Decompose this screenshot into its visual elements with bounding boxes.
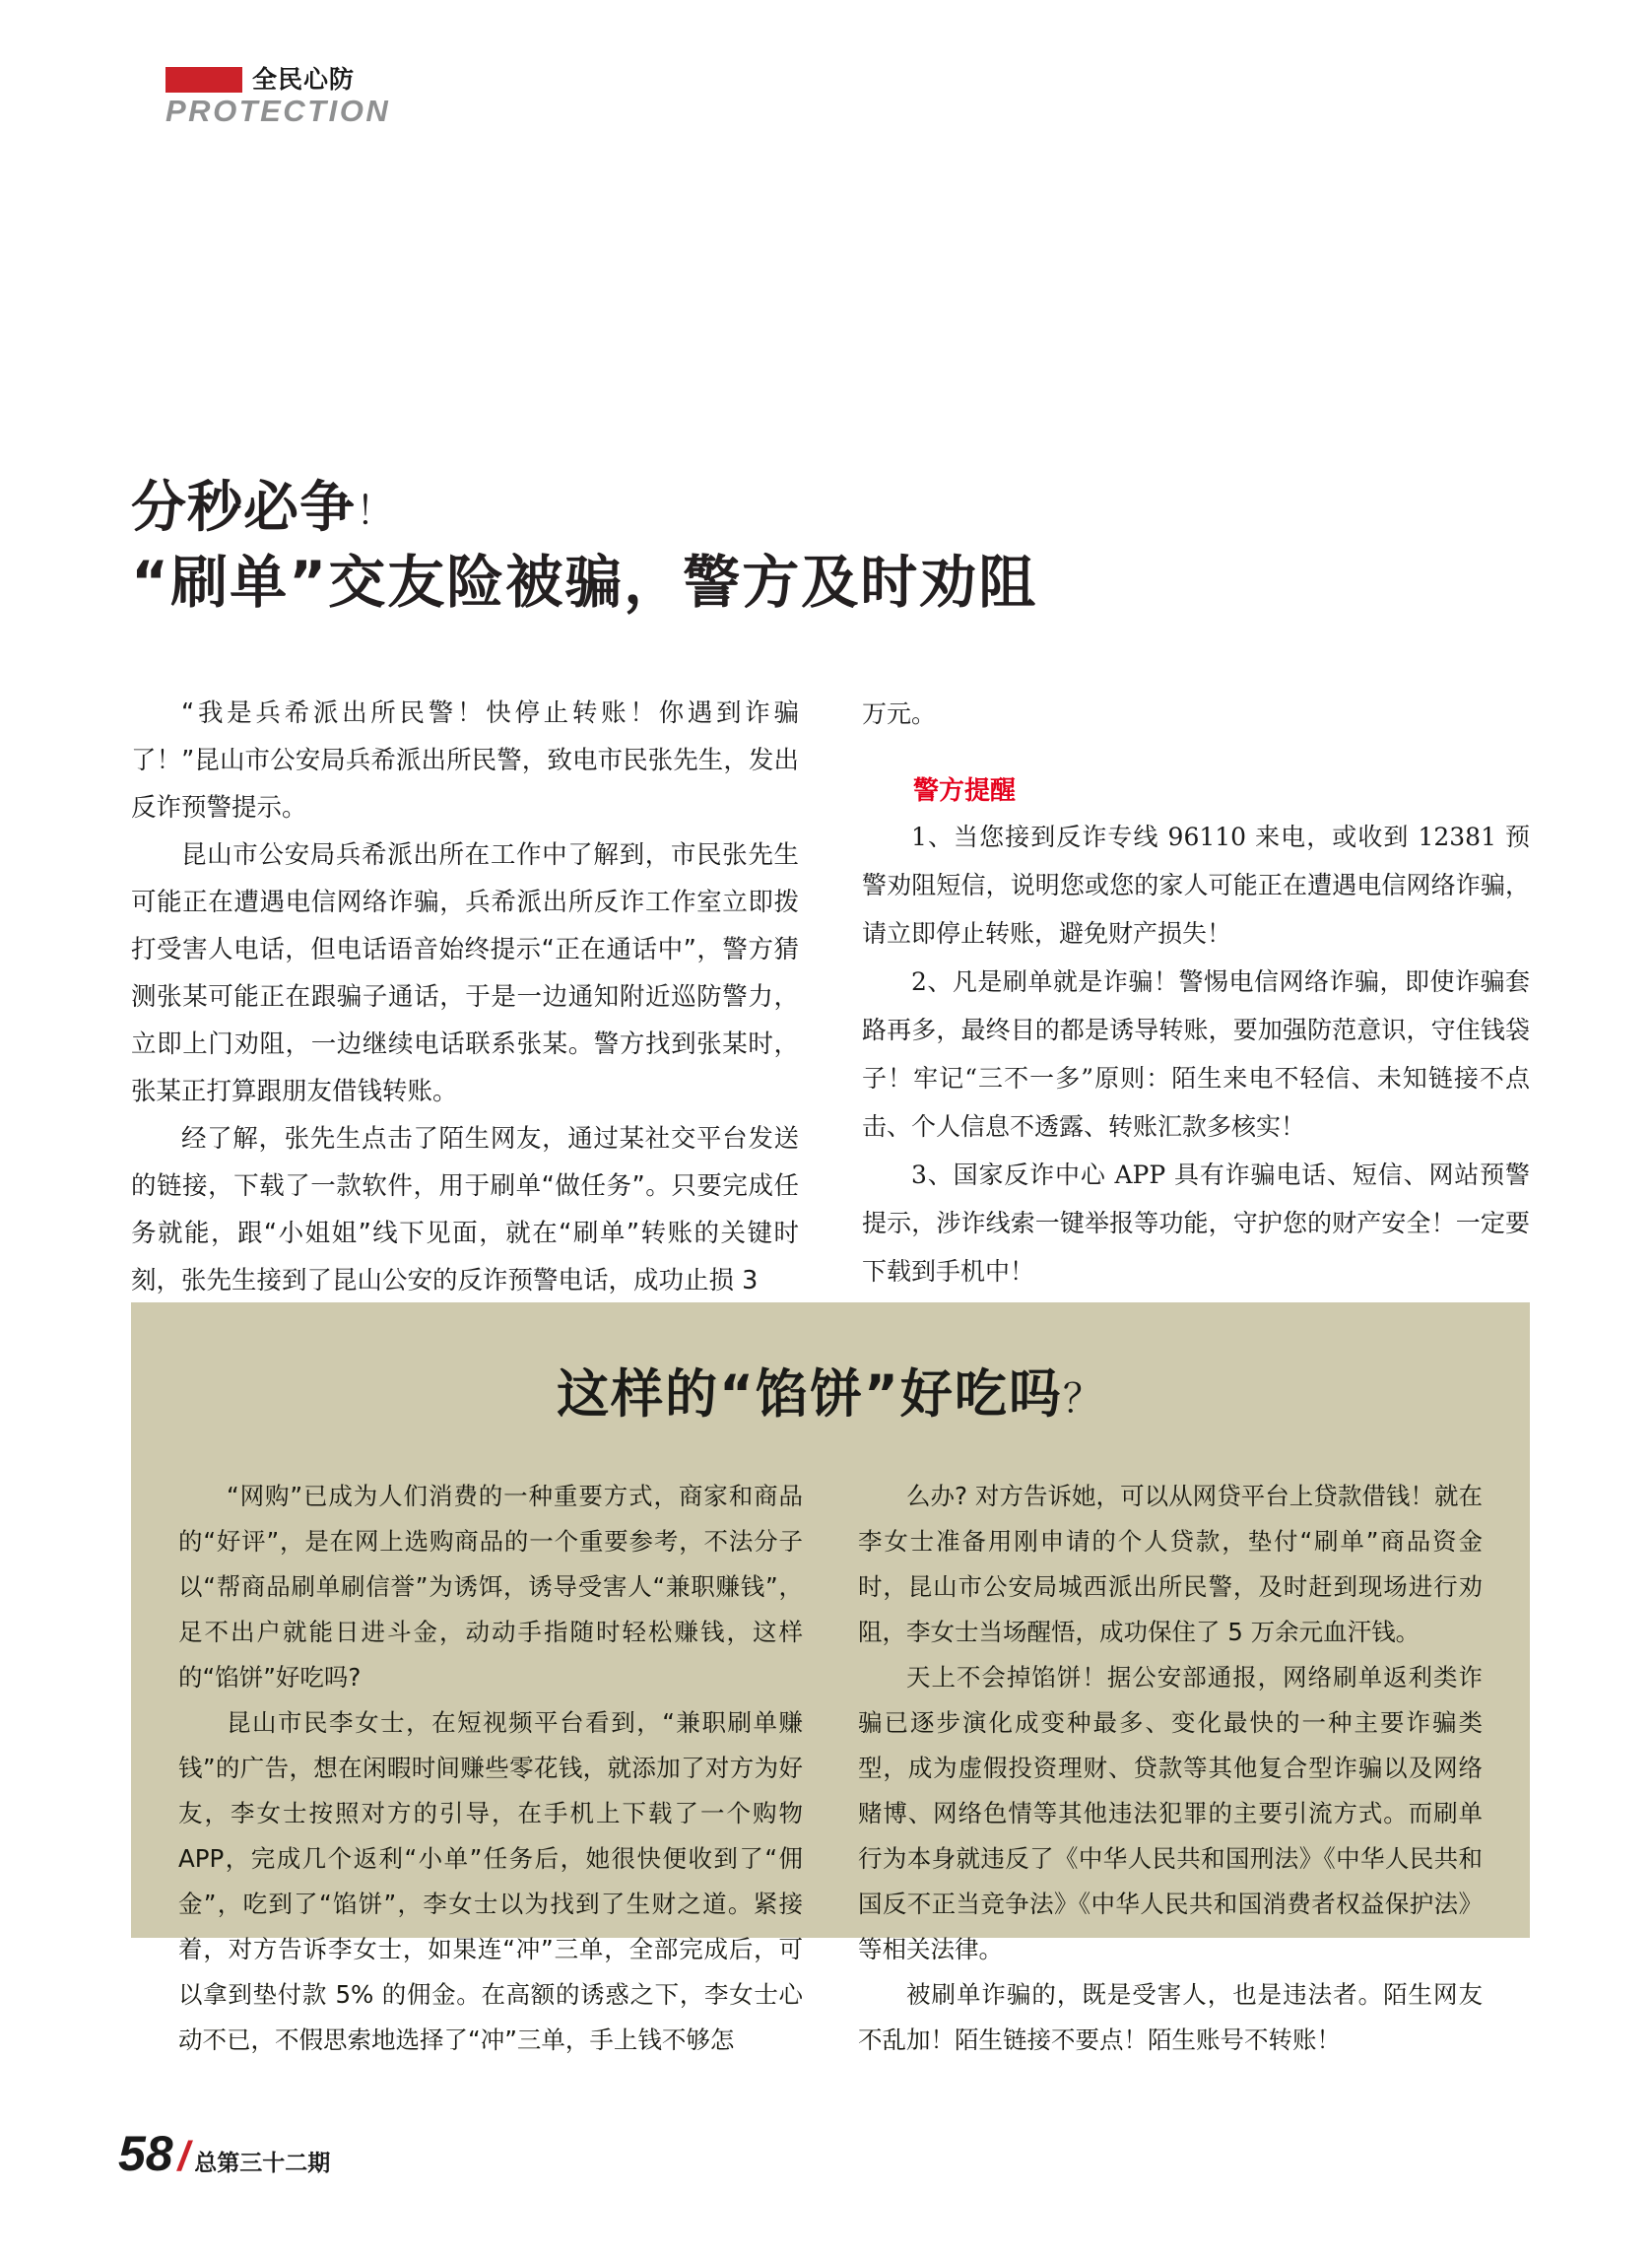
headline-line-1 <box>131 478 1530 542</box>
feature-columns <box>131 1430 1530 2063</box>
folio <box>118 2128 330 2189</box>
paragraph: 天上不会掉馅饼！据公安部通报，网络刷单返利类诈骗已逐步演化成变种最多、变化最快的一种主要诈骗类型，成为虚假投资理财、贷款等其他复合型诈骗以及网络赌博、网络色情等其他违法犯罪的主要引流方式。而刷单行为本身就违反了《中华人民共和国刑法》《中华人民共和国反不正当竞争法》《中华人民共和国消费者权益保护法》等相关法律。 <box>858 1663 1483 1963</box>
paragraph: 1、当您接到反诈专线 96110 来电，或收到 12381 预警劝阻短信，说明您或您的家人可能正在遭遇电信网络诈骗，请立即停止转账，避免财产损失！ <box>862 823 1530 948</box>
masthead-english-title: PROTECTION <box>165 94 391 128</box>
headline-line-2: “刷单”交友险被骗，警方及时劝阻 <box>131 549 1038 616</box>
paragraph: 3、国家反诈中心 APP 具有诈骗电话、短信、网站预警提示，涉诈线索一键举报等功能，守护您的财产安全！一定要下载到手机中！ <box>862 1161 1530 1286</box>
red-bar-icon <box>165 67 242 93</box>
article-columns <box>131 690 1530 1304</box>
police-tip-heading: 警方提醒 <box>913 776 1017 806</box>
feature-box <box>131 1302 1530 2054</box>
feature-right-column <box>858 1474 1483 2063</box>
paragraph: 昆山市公安局兵希派出所在工作中了解到，市民张先生可能正在遭遇电信网络诈骗，兵希派出所反诈工作室立即拨打受害人电话，但电话语音始终提示“正在通话中”，警方猜测张某可能正在跟骗子通话，于是一边通知附近巡防警力，立即上门劝阻，一边继续电话联系张某。警方找到张某时，张某正打算跟朋友借钱转账。 <box>131 840 799 1106</box>
article-left-column <box>131 690 799 1304</box>
headline-line-1-text: 分秒必争 <box>131 476 356 540</box>
paragraph: 被刷单诈骗的，既是受害人，也是违法者。陌生网友不乱加！陌生链接不要点！陌生账号不转账！ <box>858 1980 1483 2054</box>
paragraph: 经了解，张先生点击了陌生网友，通过某社交平台发送的链接，下载了一款软件，用于刷单“做任务”。只要完成任务就能，跟“小姐姐”线下见面，就在“刷单”转账的关键时刻，张先生接到了昆山公安的反诈预警电话，成功止损 3 <box>131 1124 799 1295</box>
feature-left-column <box>178 1474 803 2063</box>
article-right-column <box>862 690 1530 1304</box>
folio-separator: / <box>177 2133 190 2179</box>
feature-title <box>131 1302 1530 1430</box>
page-number: 58 <box>118 2126 173 2181</box>
masthead-chinese-title: 全民心防 <box>252 65 356 94</box>
paragraph: 昆山市民李女士，在短视频平台看到，“兼职刷单赚钱”的广告，想在闲暇时间赚些零花钱，就添加了对方为好友，李女士按照对方的引导，在手机上下载了一个购物APP，完成几个返利“小单”任务后，她很快便收到了“佣金”，吃到了“馅饼”，李女士以为找到了生财之道。紧接着，对方告诉李女士，如果连“冲”三单，全部完成后，可以拿到垫付款 5% 的佣金。在高额的诱惑之下，李女士心动不已，不假思索地选择了“冲”三单，手上钱不够怎 <box>178 1708 803 2054</box>
paragraph: “网购”已成为人们消费的一种重要方式，商家和商品的“好评”，是在网上选购商品的一个重要参考，不法分子以“帮商品刷单刷信誉”为诱饵，诱导受害人“兼职赚钱”，足不出户就能日进斗金，动动手指随时轻松赚钱，这样的“馅饼”好吃吗? <box>178 1482 803 1692</box>
paragraph: 么办? 对方告诉她，可以从网贷平台上贷款借钱！就在李女士准备用刚申请的个人贷款，垫付“刷单”商品资金时，昆山市公安局城西派出所民警，及时赶到现场进行劝阻，李女士当场醒悟，成功保住了 5 万余元血汗钱。 <box>858 1482 1483 1646</box>
headline-exclamation: ！ <box>356 489 396 534</box>
paragraph: 2、凡是刷单就是诈骗！警惕电信网络诈骗，即使诈骗套路再多，最终目的都是诱导转账，要加强防范意识，守住钱袋子！牢记“三不一多”原则：陌生来电不轻信、未知链接不点击、个人信息不透露、转账汇款多核实！ <box>862 967 1530 1141</box>
masthead-row <box>165 59 579 93</box>
feature-title-text: 这样的“馅饼”好吃吗 <box>557 1364 1063 1425</box>
paragraph-continuation: 万元。 <box>862 699 937 728</box>
masthead <box>165 59 579 138</box>
feature-title-question-mark: ？ <box>1062 1376 1104 1422</box>
paragraph: “我是兵希派出所民警！快停止转账！你遇到诈骗了！”昆山市公安局兵希派出所民警，致电市民张先生，发出反诈预警提示。 <box>131 698 799 823</box>
page-title <box>131 478 1530 619</box>
issue-label: 总第三十二期 <box>194 2151 331 2176</box>
